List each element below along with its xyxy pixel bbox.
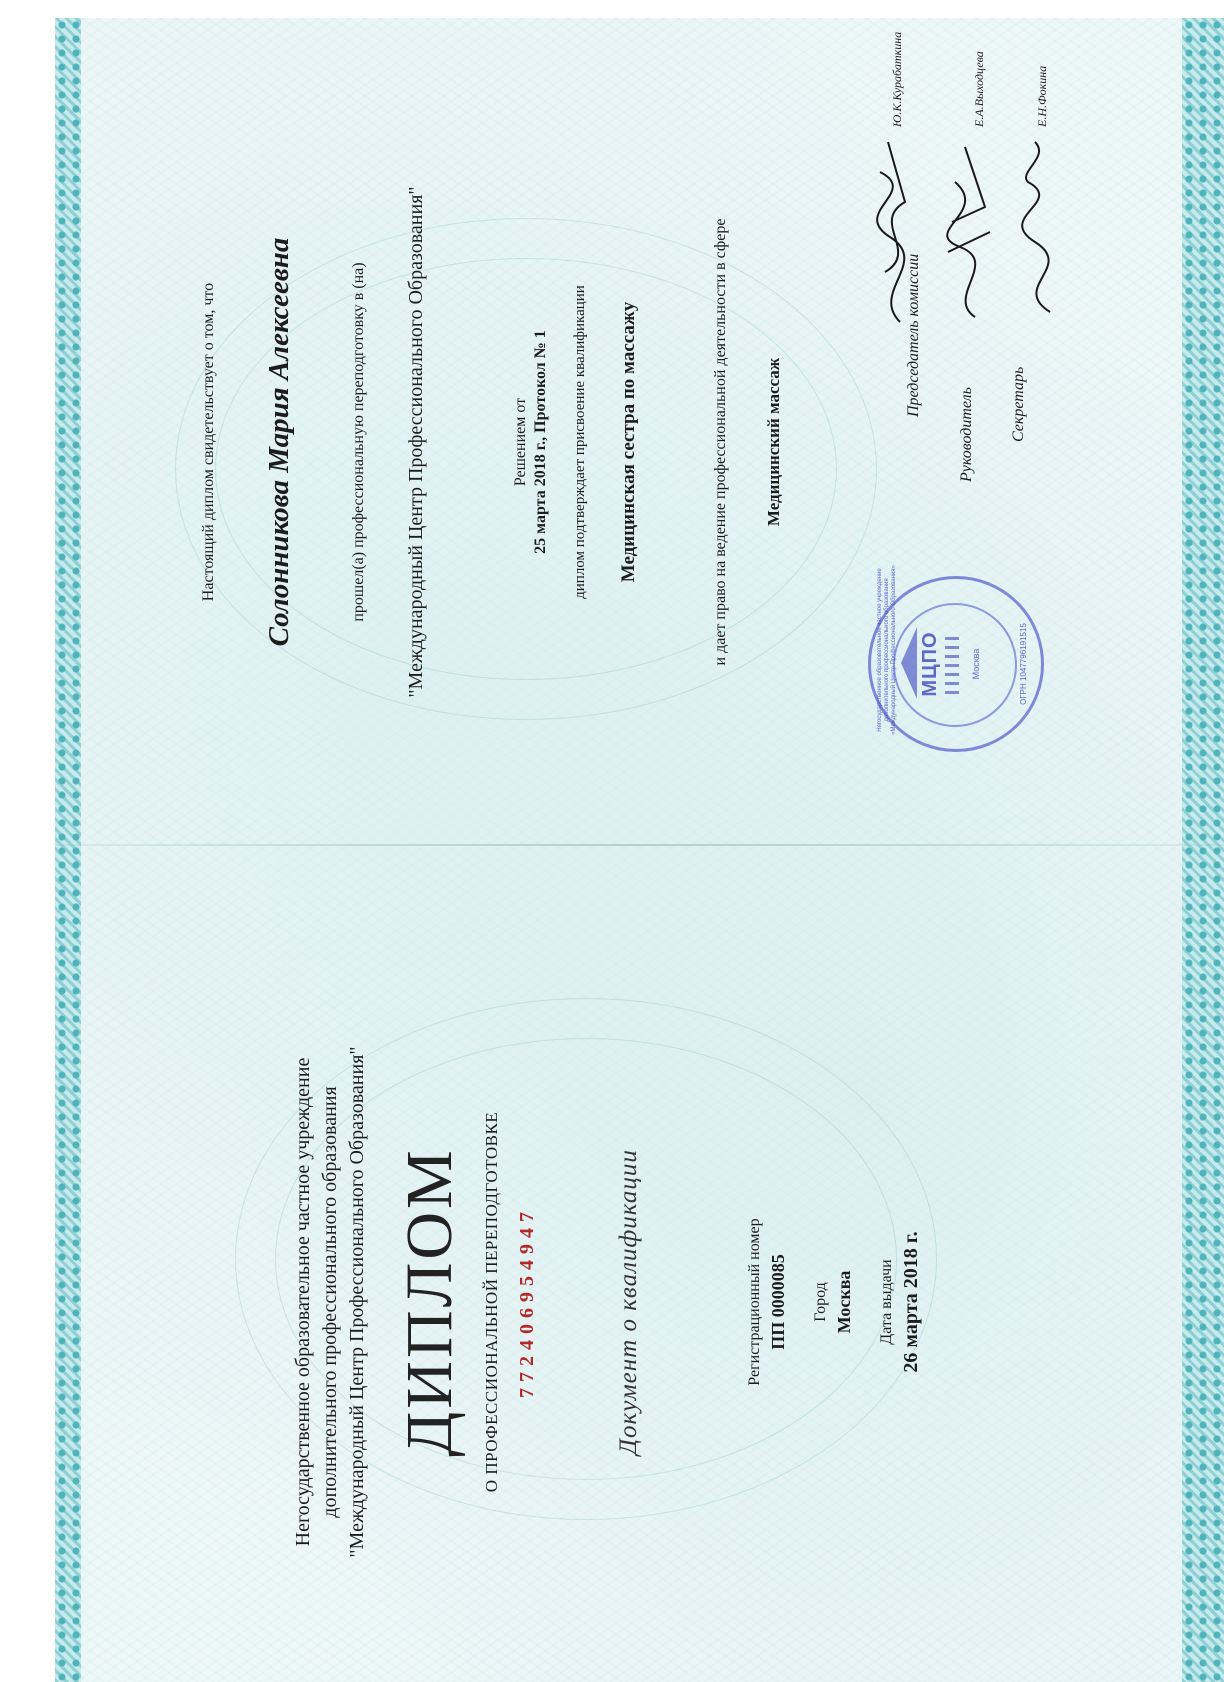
document-type: Документ о квалификации — [615, 1149, 642, 1455]
official-stamp — [868, 565, 1044, 752]
organization-name — [290, 962, 371, 1642]
stamp-city: Москва — [971, 648, 981, 680]
city-value: Москва — [834, 1270, 854, 1334]
organization-line: Негосударственное образовательное частное учреждение — [292, 1057, 314, 1547]
decision-label: Решением от — [512, 397, 529, 487]
signature-chair — [877, 142, 905, 322]
diploma-title: ДИПЛОМ — [393, 1147, 466, 1457]
stamp-ogrn: ОГРН 1047796191515 — [1019, 623, 1028, 705]
registration-number: ПП 0000085 — [768, 1254, 788, 1350]
right-to-practice-text: и дает право на ведение профессиональной деятельности в сфере — [712, 218, 729, 666]
holder-name: Солонникова Мария Алексеевна — [263, 237, 295, 647]
diploma-serial-number: 772406954947 — [516, 1206, 538, 1398]
stamp-ring-text: Негосударственное образовательное частное учреждение дополнительного профессионального образования «Международный Центр Профессионального Образования» — [877, 565, 897, 735]
institution-name: "Международный Центр Профессионального Образования" — [405, 186, 427, 698]
certificate-intro: Настоящий диплом свидетельствует о том, что — [200, 282, 217, 602]
diploma-subtitle: О ПРОФЕССИОНАЛЬНОЙ ПЕРЕПОДГОТОВКЕ — [482, 1111, 501, 1493]
signature-name-director: Е.А.Выходцева — [972, 51, 986, 127]
stamp-columns-icon — [945, 632, 959, 694]
organization-line: "Международный Центр Профессионального Образования" — [346, 1046, 368, 1558]
signature-role-chair: Председатель комиссии — [905, 253, 922, 417]
qualification-title: Медицинская сестра по массажу — [618, 301, 639, 583]
issue-date-value: 26 марта 2018 г. — [900, 1231, 922, 1373]
signature-name-secretary: Е.Н.Фокина — [1035, 65, 1049, 127]
city-label: Город — [812, 1282, 829, 1322]
decision-date: 25 марта 2018 г., Протокол № 1 — [532, 330, 549, 554]
organization-line: дополнительного профессионального образования — [319, 1086, 341, 1518]
signature-name-chair: Ю.К.Курабаткина — [890, 31, 904, 127]
registration-label: Регистрационный номер — [746, 1218, 763, 1386]
signature-role-secretary: Секретарь — [1010, 366, 1027, 442]
signature-secretary — [1022, 142, 1050, 312]
stamp-building-icon — [901, 627, 917, 699]
completed-training-text: прошел(а) профессиональную переподготовку в (на) — [350, 262, 367, 622]
signature-director — [947, 147, 990, 317]
professional-field: Медицинский массаж — [764, 357, 783, 527]
stamp-logo: МЦПО — [919, 631, 941, 697]
qualification-confirmation-text: диплом подтверждает присвоение квалификации — [572, 285, 588, 599]
issue-date-label: Дата выдачи — [878, 1259, 895, 1345]
handwritten-signatures — [860, 122, 1080, 332]
signature-role-director: Руководитель — [958, 387, 975, 482]
